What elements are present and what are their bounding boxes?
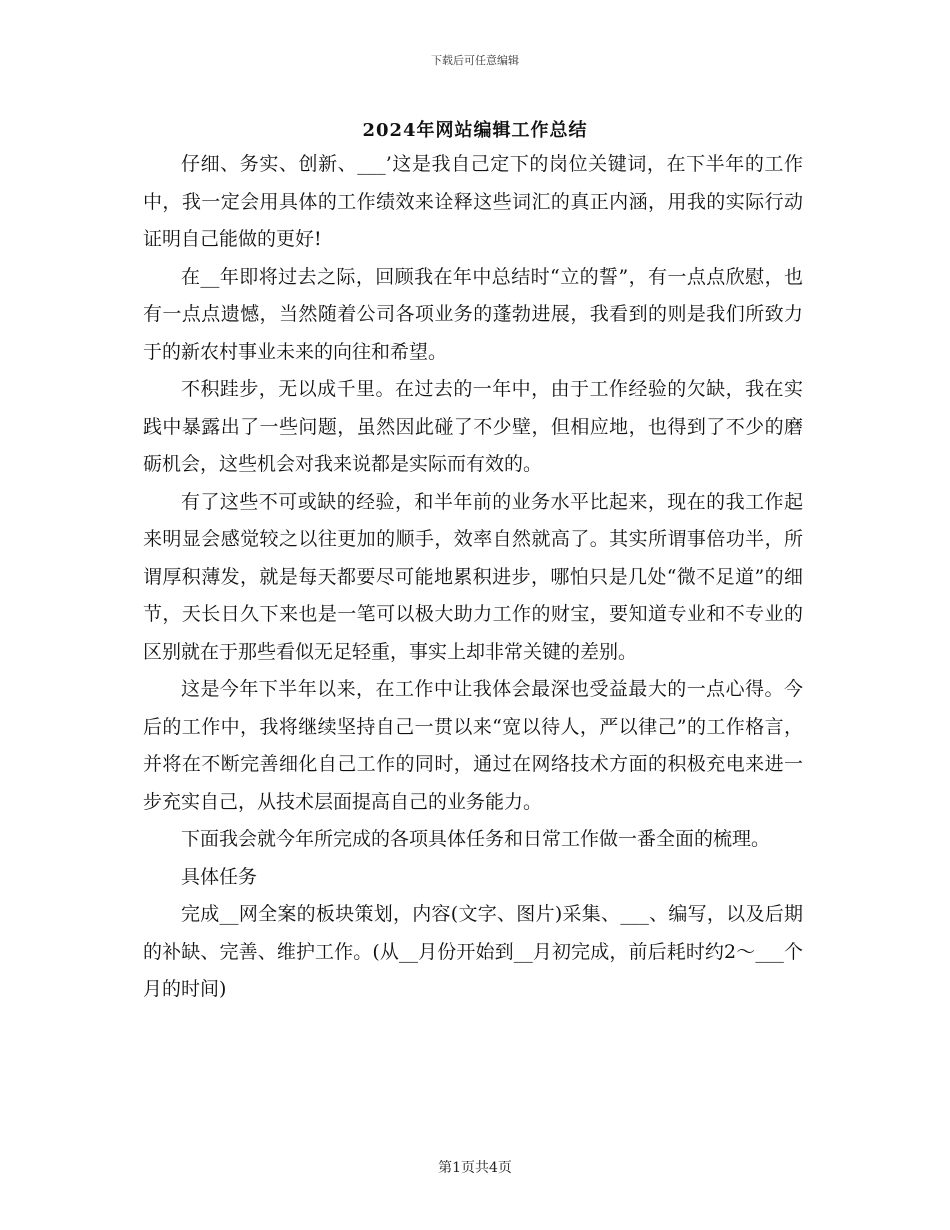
paragraph-4: 有了这些不可或缺的经验，和半年前的业务水平比起来，现在的我工作起来明显会感觉较之以往更加的顺手，效率自然就高了。其实所谓事倍功半，所谓厚积薄发，就是每天都要尽可能地累积进步，哪怕只是几处“微不足道”的细节，天长日久下来也是一笔可以极大助力工作的财宝，要知道专业和不专业的区别就在于那些看似无足轻重，事实上却非常关键的差别。 (143, 490, 803, 663)
section-heading: 具体任务 (181, 865, 258, 888)
page-footer: 第1页共4页 (438, 1160, 512, 1176)
document-body (143, 146, 803, 1009)
paragraph-5: 这是今年下半年以来，在工作中让我体会最深也受益最大的一点心得。今后的工作中，我将继续坚持自己一贯以来“宽以待人，严以律己”的工作格言，并将在不断完善细化自己工作的同时，通过在网络技术方面的积极充电来进一步充实自己，从技术层面提高自己的业务能力。 (143, 678, 803, 813)
paragraph-1: 仔细、务实、创新、___’这是我自己定下的岗位关键词，在下半年的工作中，我一定会用具体的工作绩效来诠释这些词汇的真正内涵，用我的实际行动证明自己能做的更好! (143, 153, 803, 250)
page-header: 下载后可任意编辑 (431, 54, 519, 67)
paragraph-6: 下面我会就今年所完成的各项具体任务和日常工作做一番全面的梳理。 (181, 828, 771, 850)
paragraph-2: 在__年即将过去之际，回顾我在年中总结时“立的誓”，有一点点欣慰，也有一点点遗憾，当然随着公司各项业务的蓬勃进展，我看到的则是我们所致力于的新农村事业未来的向往和希望。 (143, 265, 803, 363)
document-title: 2024年网站编辑工作总结 (362, 120, 588, 141)
paragraph-7: 完成__网全案的板块策划，内容(文字、图片)采集、___、编写，以及后期的补缺、完善、维护工作。(从__月份开始到__月初完成，前后耗时约2～___个月的时间) (143, 903, 803, 1000)
paragraph-3: 不积跬步，无以成千里。在过去的一年中，由于工作经验的欠缺，我在实践中暴露出了一些问题，虽然因此碰了不少壁，但相应地，也得到了不少的磨砺机会，这些机会对我来说都是实际而有效的。 (143, 378, 803, 475)
